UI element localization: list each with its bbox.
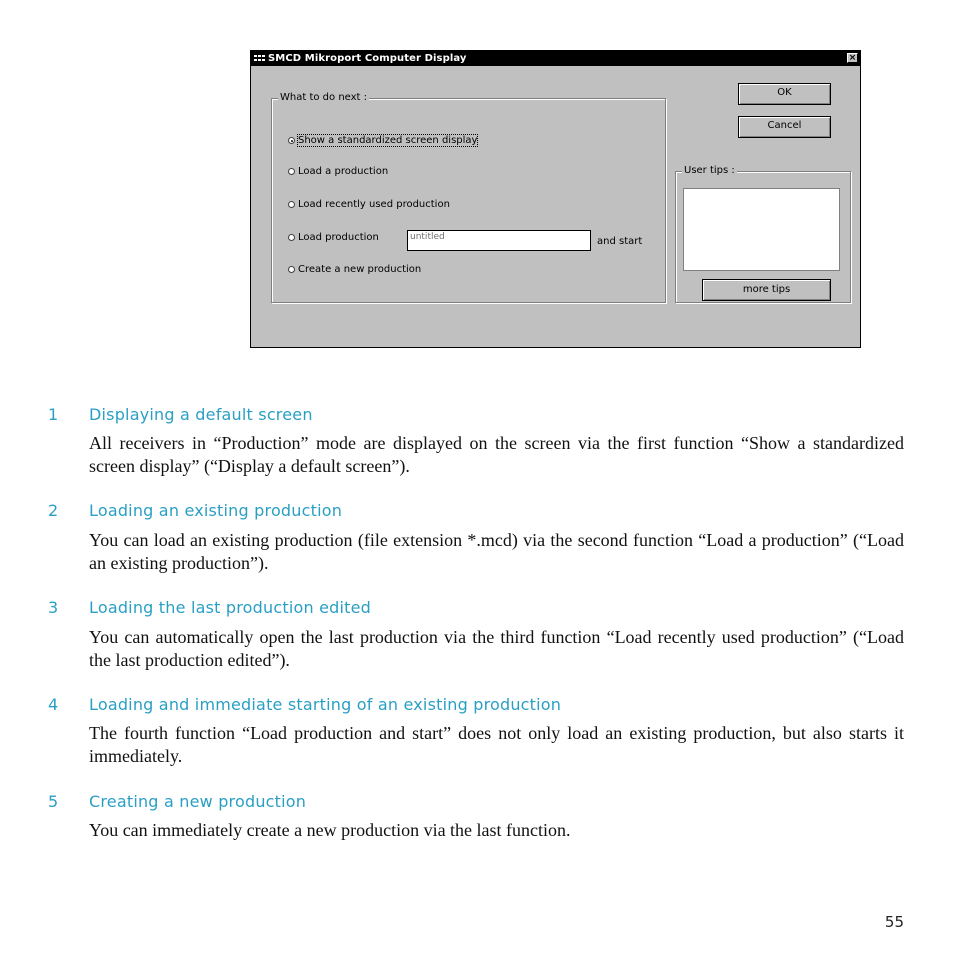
app-icon — [254, 54, 265, 63]
option-create-new-production[interactable] — [288, 264, 421, 275]
production-name-field[interactable]: untitled — [407, 230, 591, 251]
option-label: Show a standardized screen display — [298, 135, 478, 146]
section-number: 1 — [48, 405, 59, 424]
cancel-button[interactable]: Cancel — [738, 116, 831, 138]
option-label: Load production — [298, 232, 379, 243]
section-heading: Displaying a default screen — [89, 405, 313, 424]
option-label: Load recently used production — [298, 199, 450, 210]
section-body: You can load an existing production (file extension *.mcd) via the second function “Load a production” (“Load an existing production”). — [89, 530, 904, 573]
section-heading: Loading and immediate starting of an existing production — [89, 695, 562, 714]
section-number: 2 — [48, 501, 59, 520]
group-label: What to do next : — [280, 92, 368, 103]
option-label: Load a production — [298, 166, 389, 177]
section-body: All receivers in “Production” mode are displayed on the screen via the first function “Show a standardized screen display” (“Display a default screen”). — [89, 433, 904, 476]
section-heading: Creating a new production — [89, 792, 307, 811]
option-label: Create a new production — [298, 264, 422, 275]
section-heading: Loading an existing production — [89, 501, 343, 520]
section-body: You can immediately create a new production via the last function. — [89, 820, 571, 840]
option-load-recently-used[interactable] — [288, 199, 450, 210]
user-tips-textbox[interactable] — [683, 188, 840, 271]
smcd-dialog-window — [250, 50, 861, 348]
page-number: 55 — [884, 913, 904, 931]
section-number: 4 — [48, 695, 59, 714]
ok-button[interactable]: OK — [738, 83, 831, 105]
section-heading: Loading the last production edited — [89, 598, 372, 617]
title-bar — [251, 51, 860, 66]
radio-button-icon[interactable] — [288, 234, 295, 241]
group-label: User tips : — [684, 165, 735, 176]
section-body: You can automatically open the last production via the third function “Load recently used production” (“Load the last production edited”). — [89, 627, 904, 670]
option-show-standardized-screen[interactable] — [288, 135, 477, 146]
radio-button-icon[interactable] — [288, 168, 295, 175]
option-load-production[interactable] — [288, 166, 388, 177]
section-number: 3 — [48, 598, 59, 617]
close-icon[interactable]: × — [848, 53, 857, 63]
radio-button-icon[interactable] — [288, 266, 295, 273]
and-start-label: and start — [597, 236, 643, 247]
radio-button-icon[interactable] — [288, 137, 295, 144]
more-tips-button[interactable]: more tips — [702, 279, 831, 301]
section-number: 5 — [48, 792, 59, 811]
radio-button-icon[interactable] — [288, 201, 295, 208]
section-body: The fourth function “Load production and start” does not only load an existing production, but also starts it immediately. — [89, 723, 904, 766]
option-load-production-and-start[interactable] — [288, 232, 379, 243]
window-title: SMCD Mikroport Computer Display — [268, 53, 467, 64]
